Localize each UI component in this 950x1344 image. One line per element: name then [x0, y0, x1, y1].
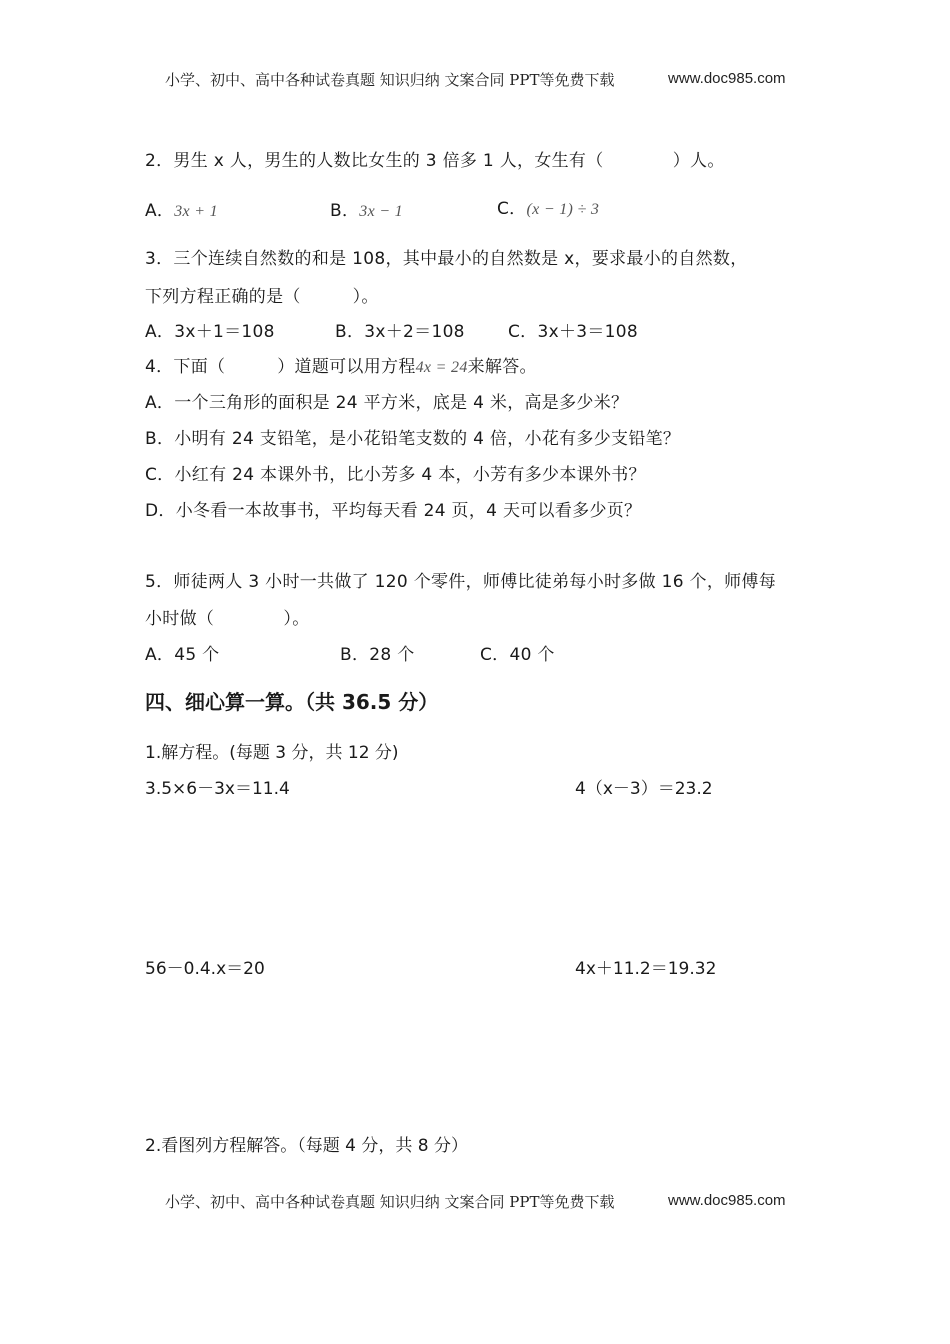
equation-2: 4（x－3）＝23.2	[575, 779, 713, 799]
q4-option-d: D．小冬看一本故事书，平均每天看 24 页，4 天可以看多少页？	[145, 501, 642, 521]
q2-option-a	[145, 196, 218, 221]
q2-option-c-expr: (x − 1) ÷ 3	[526, 201, 600, 218]
equation-4: 4x＋11.2＝19.32	[575, 959, 717, 979]
part1-title: 1.解方程。(每题 3 分，共 12 分)	[145, 743, 399, 763]
q5-option-a: A．45 个	[145, 645, 220, 665]
q4-stem	[145, 352, 537, 377]
header-url[interactable]: www.doc985.com	[668, 70, 786, 87]
section4-title: 四、细心算一算。（共 36.5 分）	[145, 690, 439, 714]
header-text: 小学、初中、高中各种试卷真题 知识归纳 文案合同 PPT等免费下载	[165, 71, 615, 89]
equation-1: 3.5×6－3x＝11.4	[145, 779, 290, 799]
equation-3: 56－0.4.x＝20	[145, 959, 265, 979]
q5-option-b: B．28 个	[340, 645, 415, 665]
q2-option-a-expr: 3x + 1	[174, 203, 218, 220]
q4-stem-pre: 4．下面（ ）道题可以用方程	[145, 357, 416, 377]
q5-stem-line2: 小时做（ ）。	[145, 609, 310, 629]
q4-stem-post: 来解答。	[467, 357, 537, 377]
q2-option-c-label: C．	[497, 199, 527, 219]
q2-option-b	[330, 196, 403, 221]
q2-stem: 2．男生 x 人，男生的人数比女生的 3 倍多 1 人，女生有（ ）人。	[145, 151, 725, 171]
q3-stem-line2: 下列方程正确的是（ ）。	[145, 287, 379, 307]
q5-option-c: C．40 个	[480, 645, 555, 665]
q4-option-b: B．小明有 24 支铅笔，是小花铅笔支数的 4 倍，小花有多少支铅笔？	[145, 429, 681, 449]
q4-stem-expr: 4x = 24	[415, 359, 468, 376]
q3-stem-line1: 3．三个连续自然数的和是 108，其中最小的自然数是 x，要求最小的自然数，	[145, 249, 748, 269]
q2-option-a-label: A．	[145, 201, 175, 221]
q2-option-b-label: B．	[330, 201, 360, 221]
q3-option-c: C．3x＋3＝108	[508, 322, 639, 342]
q4-option-c: C．小红有 24 本课外书，比小芳多 4 本，小芳有多少本课外书？	[145, 465, 646, 485]
q3-option-b: B．3x＋2＝108	[335, 322, 465, 342]
part2-title: 2.看图列方程解答。（每题 4 分，共 8 分）	[145, 1136, 468, 1156]
q5-stem-line1: 5．师徒两人 3 小时一共做了 120 个零件，师傅比徒弟每小时多做 16 个，师傅每	[145, 572, 777, 592]
footer-url[interactable]: www.doc985.com	[668, 1192, 786, 1209]
q3-option-a: A．3x＋1＝108	[145, 322, 275, 342]
q4-option-a: A．一个三角形的面积是 24 平方米，底是 4 米，高是多少米？	[145, 393, 629, 413]
q2-option-b-expr: 3x − 1	[359, 203, 403, 220]
q2-option-c	[497, 194, 599, 219]
footer-text: 小学、初中、高中各种试卷真题 知识归纳 文案合同 PPT等免费下载	[165, 1193, 615, 1211]
